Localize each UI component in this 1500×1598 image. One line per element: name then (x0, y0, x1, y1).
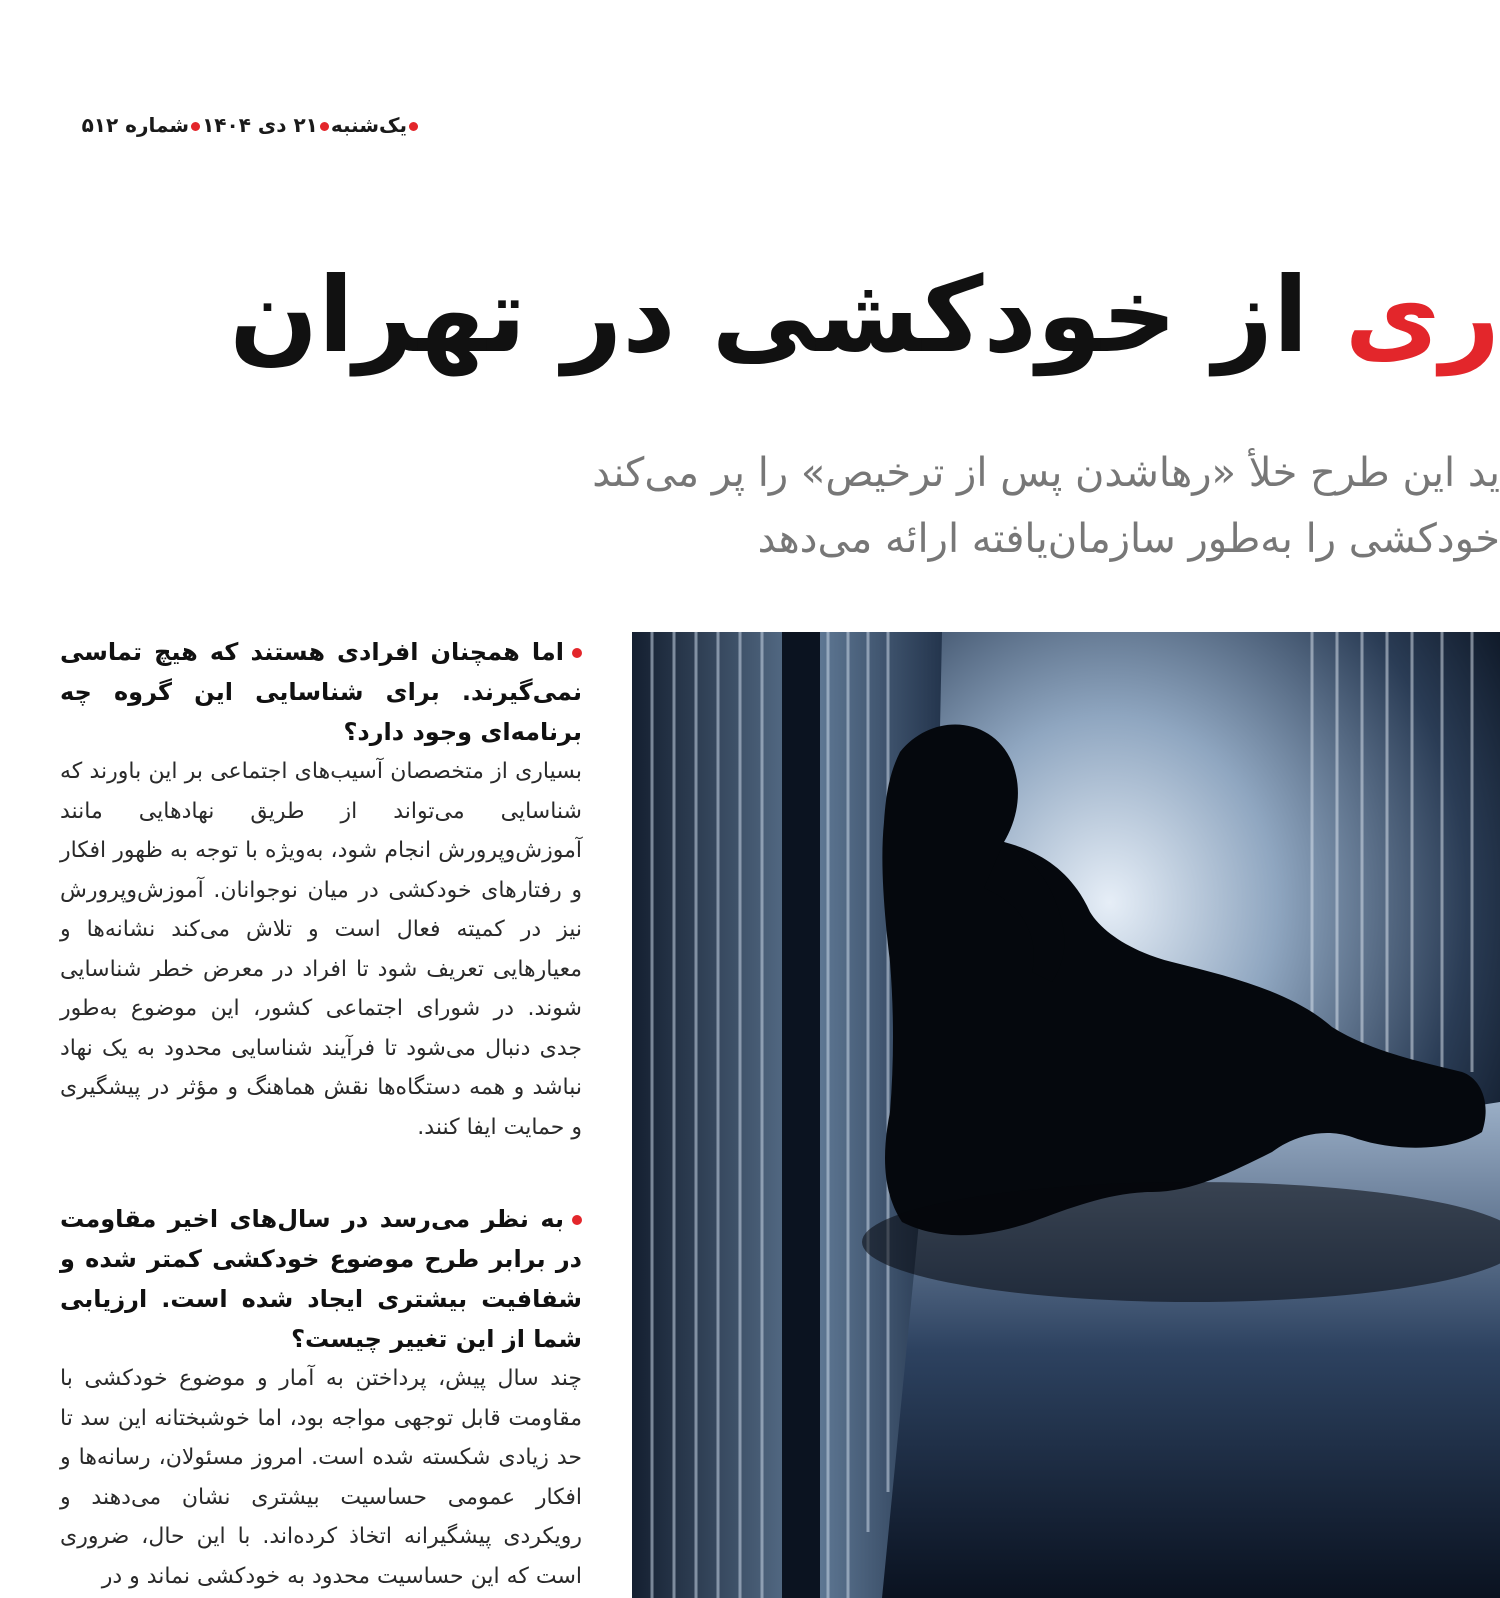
bullet-icon (191, 122, 200, 131)
bullet-icon (409, 122, 418, 131)
issue-date: ۲۱ دی ۱۴۰۴ (202, 113, 318, 137)
question-1-text: اما همچنان افرادی هستند که هیچ تماسی نمی‌گیرند. برای شناسایی این گروه چه برنامه‌ای وجود دارد؟ (60, 638, 582, 746)
question-1 (60, 632, 582, 752)
answer-2: چند سال پیش، پرداختن به آمار و موضوع خودکشی با مقاومت قابل توجهی مواجه بود، اما خوشبختانه این سد تا حد زیادی شکسته شده است. امروز مسئولان، رسانه‌ها و افکار عمومی حساسیت بیشتری نشان می‌دهند و رویکردی پیشگیرانه اتخاذ کرده‌اند. با این حال، ضروری است که این حساسیت محدود به خودکشی نماند و در (60, 1366, 582, 1589)
headline-main: از خودکشی در تهران (229, 254, 1309, 376)
question-2 (60, 1199, 582, 1359)
subtitle (580, 440, 1500, 590)
issue-info (60, 110, 420, 140)
issue-day: یک‌شنبه (330, 113, 407, 137)
bullet-icon (320, 122, 329, 131)
headline (229, 240, 1500, 390)
subtitle-line-1: ید این طرح خلأ «رهاشدن پس از ترخیص» را پر می‌کند (592, 450, 1500, 496)
issue-number: شماره ۵۱۲ (81, 113, 190, 137)
headline-highlight: ری (1308, 254, 1500, 376)
question-2-text: به نظر می‌رسد در سال‌های اخیر مقاومت در برابر طرح موضوع خودکشی کمتر شده و شفافیت بیشتری ایجاد شده است. ارزیابی شما از این تغییر چیست؟ (60, 1205, 582, 1353)
bullet-icon (572, 648, 582, 658)
bullet-icon (572, 1215, 582, 1225)
article-photo (632, 632, 1500, 1598)
article-column (60, 632, 582, 1598)
answer-1: بسیاری از متخصصان آسیب‌های اجتماعی بر این باورند که شناسایی می‌تواند از طریق نهادهایی مانند آموزش‌وپرورش انجام شود، به‌ویژه با توجه به ظهور افکار و رفتارهای خودکشی در میان نوجوانان. آموزش‌وپرورش نیز در کمیته فعال است و تلاش می‌کند نشانه‌ها و معیارهایی تعریف شود تا افراد در معرض خطر شناسایی شوند. در شورای اجتماعی کشور، این موضوع به‌طور جدی دنبال می‌شود تا فرآیند شناسایی محدود به یک نهاد نباشد و همه دستگاه‌ها نقش هماهنگ و مؤثر در پیشگیری و حمایت ایفا کنند. (60, 759, 582, 1140)
person-sitting-silhouette-photo (632, 632, 1500, 1598)
subtitle-line-2: خودکشی را به‌طور سازمان‌یافته ارائه می‌دهد (757, 516, 1500, 562)
